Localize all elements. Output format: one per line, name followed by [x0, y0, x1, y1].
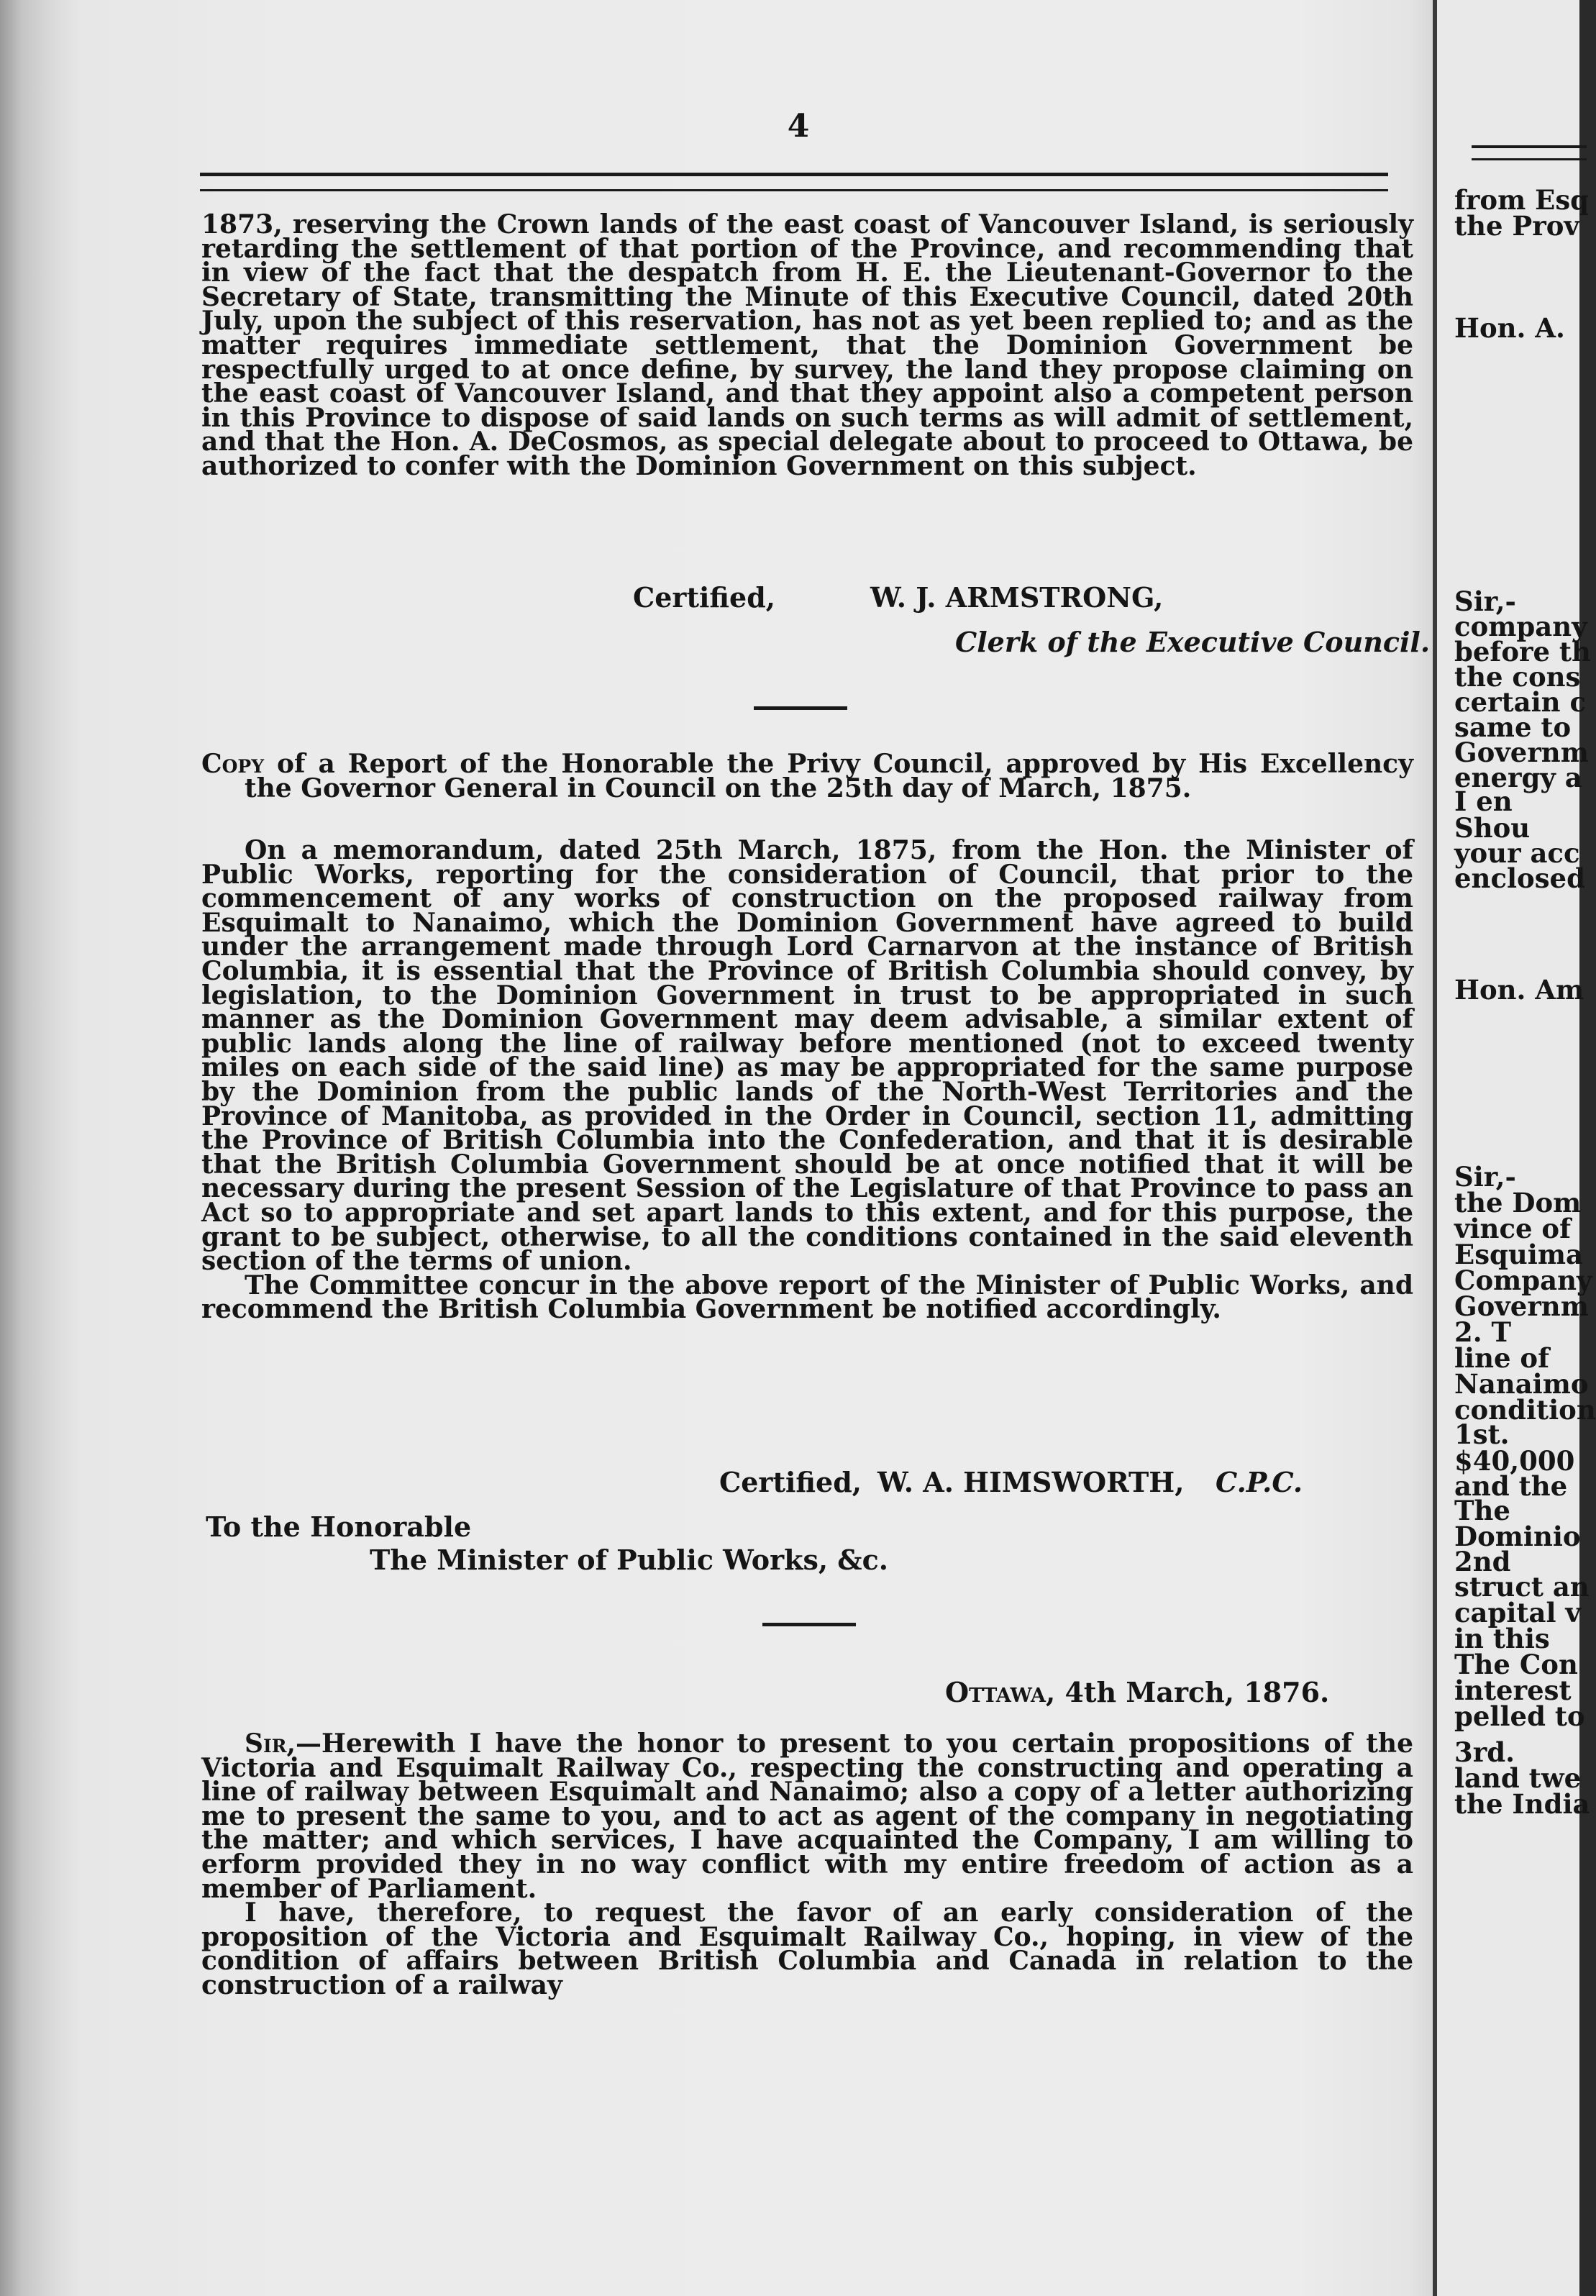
facing-page-text: Shou — [1454, 812, 1531, 844]
signer-suffix-cpc: C.P.C. — [1216, 1466, 1303, 1498]
facing-page-text: company — [1454, 611, 1587, 642]
facing-page-text: Company — [1454, 1265, 1592, 1296]
facing-page-text: The — [1454, 1495, 1510, 1526]
facing-page-fragment — [1437, 0, 1596, 2296]
facing-page-text: Nanaimo — [1454, 1368, 1589, 1400]
report-heading: of a Report of the Honorable the Privy Council, approved by His Excellency the Governor General in Council on the 25th day of March, 1875. — [245, 749, 1413, 803]
facing-page-text: I en — [1454, 785, 1513, 817]
signer-title-clerk: Clerk of the Executive Council. — [955, 626, 1431, 658]
facing-page-text: the India — [1454, 1788, 1590, 1820]
memorandum-body — [201, 835, 1413, 1325]
facing-page-text: Governm — [1454, 737, 1589, 768]
facing-page-text: 1st. — [1454, 1418, 1510, 1450]
letter-paragraph-1: —Herewith I have the honor to present to you certain propositions of the Victoria and Esquimalt Railway Co., respecting the constructing and operating a line of railway between Esquimalt and Nanaimo; also a copy of a letter authorizing me to present the same to you, and to act as agent of the company in negotiating the matter; and which services, I have acquainted the Company, I am willing to erform provided they in no way conflict with my entire freedom of action as a member of Parliament. — [201, 1728, 1413, 1904]
facing-page-text: 3rd. — [1454, 1736, 1515, 1768]
addressee-line-2: The Minister of Public Works, &c. — [370, 1544, 888, 1576]
facing-page-text: the cons — [1454, 661, 1581, 693]
copy-lead: Copy — [201, 749, 265, 779]
letter-paragraph-2: I have, therefore, to request the favor of an early consideration of the proposition of the Victoria and Esquimalt Railway Co., hoping, in view of the condition of affairs between British Columbia and Canada in relation to the construction of a railway — [201, 1898, 1413, 2000]
facing-page-text: the Dom — [1454, 1187, 1582, 1218]
page-shadow — [0, 0, 79, 2296]
facing-page-text: the Prov — [1454, 210, 1579, 242]
addressee-line-1: To the Honorable — [206, 1511, 472, 1543]
facing-page-text: Governm — [1454, 1290, 1589, 1322]
facing-page-text: certain c — [1454, 686, 1586, 718]
signer-armstrong: W. J. ARMSTRONG, — [870, 581, 1164, 614]
section-separator-1 — [754, 706, 847, 710]
facing-page-text: in this — [1454, 1623, 1550, 1654]
facing-page-text: interest — [1454, 1675, 1572, 1706]
facing-page-text: energy a — [1454, 762, 1582, 793]
facing-page-text: $40,000 — [1454, 1445, 1575, 1477]
facing-page-text: before th — [1454, 636, 1591, 668]
facing-page-text: condition — [1454, 1394, 1596, 1426]
facing-page-text: vince of — [1454, 1213, 1572, 1244]
facing-page-text: pelled to — [1454, 1700, 1585, 1732]
letter-dateline — [945, 1676, 1329, 1708]
facing-page-text: Hon. Am — [1454, 974, 1584, 1006]
certified-label-2: Certified, — [719, 1466, 862, 1498]
privy-council-heading — [201, 749, 1413, 803]
facing-page-text: 2nd — [1454, 1546, 1511, 1577]
facing-page-text: same to — [1454, 711, 1572, 743]
facing-page-text: The Con — [1454, 1649, 1578, 1680]
committee-paragraph: The Committee concur in the above report of the Minister of Public Works, and recommend the British Columbia Government be notified accordingly. — [201, 1270, 1413, 1325]
facing-page-rule — [1472, 145, 1587, 160]
salutation: Sir, — [245, 1728, 296, 1759]
facing-page-text: struct an — [1454, 1571, 1590, 1603]
facing-page-text: your acc — [1454, 837, 1580, 869]
facing-page-text: 2. T — [1454, 1316, 1512, 1348]
facing-page-text: capital v — [1454, 1597, 1581, 1628]
facing-page-text: Esquima — [1454, 1239, 1583, 1270]
facing-page-text: Sir,- — [1454, 1161, 1516, 1193]
facing-page-text: from Esq — [1454, 184, 1590, 216]
facing-page-text: land twe — [1454, 1762, 1582, 1794]
section-separator-2 — [762, 1623, 856, 1626]
page-number: 4 — [787, 108, 810, 145]
facing-page-text: line of — [1454, 1342, 1550, 1374]
facing-page-text: and the — [1454, 1470, 1568, 1502]
header-double-rule — [200, 173, 1388, 191]
facing-page-text: enclosed — [1454, 862, 1585, 894]
dateline-place: Ottawa, — [945, 1676, 1056, 1708]
facing-page-text: Hon. A. — [1454, 312, 1565, 344]
resolution-paragraph — [201, 209, 1413, 481]
letter-body — [201, 1728, 1413, 2000]
facing-page-text: Sir,- — [1454, 586, 1516, 617]
facing-page-text: Dominio — [1454, 1521, 1581, 1552]
memorandum-paragraph: On a memorandum, dated 25th March, 1875, from the Hon. the Minister of Public Works, reporting for the consideration of Council, that prior to the commencement of any works of construction on the proposed railway from Esquimalt to Nanaimo, which the Dominion Government have agreed to build under the arrangement made through Lord Carnarvon at the instance of British Columbia, it is essential that the Province of British Columbia should convey, by legislation, to the Dominion Government in trust to be appropriated in such manner as the Dominion Government may deem advisable, a similar extent of public lands along the line of railway before mentioned (not to exceed twenty miles on each side of the said line) as may be appropriated for the same purpose by the Dominion from the public lands of the North-West Territories and the Province of Manitoba, as provided in the Order in Council, section 11, admitting the Province of British Columbia into the Confederation, and that it is desirable that the British Columbia Government should be at once notified that it will be necessary during the present Session of the Legislature of that Province to pass an Act so to appropriate and set apart lands to this extent, and for this purpose, the grant to be subject, otherwise, to all the conditions contained in the said eleventh section of the terms of union. — [201, 835, 1413, 1277]
certified-label-1: Certified, — [633, 581, 776, 614]
resolution-text: 1873, reserving the Crown lands of the east coast of Vancouver Island, is seriously retarding the settlement of that portion of the Province, and recommending that in view of the fact that the despatch from H. E. the Lieutenant-Governor to the Secretary of State, transmitting the Minute of this Executive Council, dated 20th July, upon the subject of this reservation, has not as yet been replied to; and as the matter requires immediate settlement, that the Dominion Government be respectfully urged to at once define, by survey, the land they propose claiming on the east coast of Vancouver Island, and that they appoint also a competent person in this Province to dispose of said lands on such terms as will admit of settlement, and that the Hon. A. DeCosmos, as special delegate about to proceed to Ottawa, be authorized to confer with the Dominion Government on this subject. — [201, 209, 1413, 481]
signer-himsworth: W. A. HIMSWORTH, — [877, 1466, 1185, 1498]
dateline-date: 4th March, 1876. — [1064, 1676, 1330, 1708]
